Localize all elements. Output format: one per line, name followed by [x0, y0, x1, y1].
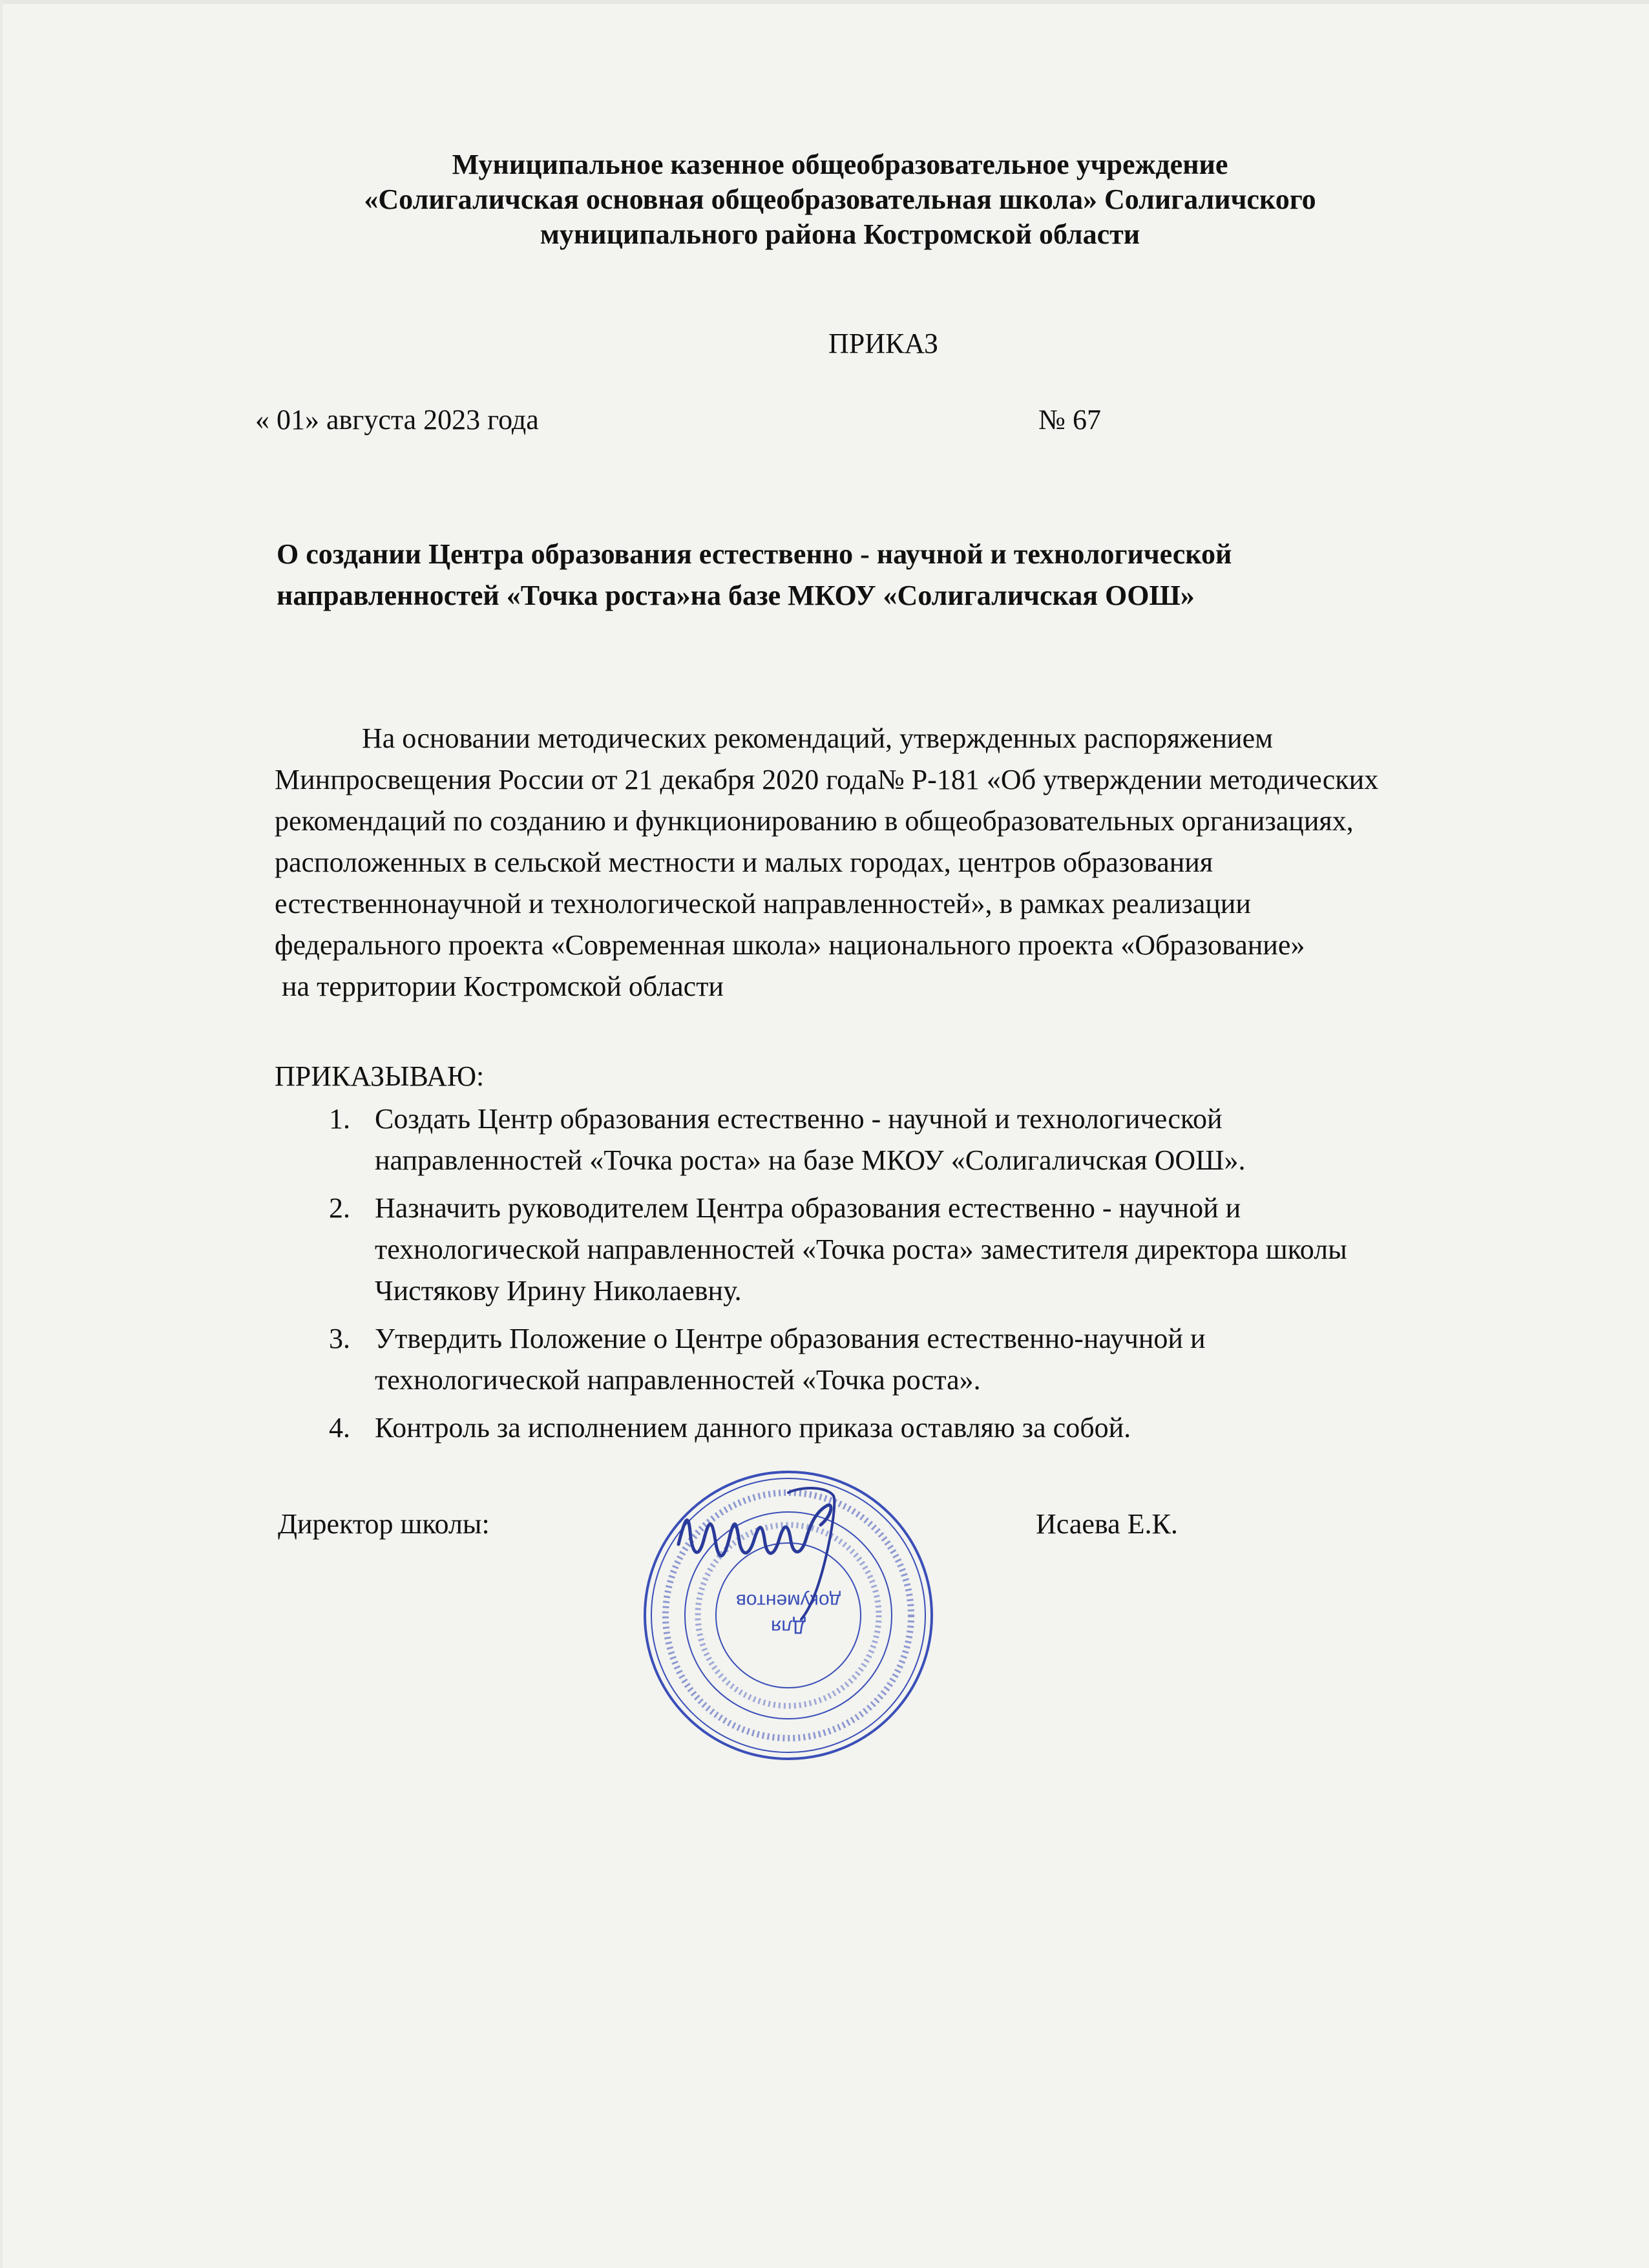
preamble-paragraph [275, 718, 1541, 1007]
list-item-number: 3. [329, 1323, 350, 1354]
order-title: ПРИКАЗ [828, 328, 939, 359]
list-item-line: Контроль за исполнением данного приказа оставляю за собой. [375, 1412, 1131, 1444]
preamble-line: Минпросвещения России от 21 декабря 2020 года№ Р-181 «Об утверждении методических [275, 764, 1379, 795]
stamp-center-text-2: документов [735, 1590, 841, 1612]
preamble-line: рекомендаций по созданию и функционированию в общеобразовательных организациях, [275, 805, 1354, 837]
header-line-1: Муниципальное казенное общеобразовательное учреждение [452, 149, 1228, 180]
list-item [275, 1188, 1541, 1312]
official-stamp [640, 1467, 937, 1764]
preamble-line: На основании методических рекомендаций, утвержденных распоряжением [362, 722, 1273, 754]
list-item [275, 1318, 1541, 1401]
list-item-line: направленностей «Точка роста» на базе МКОУ «Солигаличская ООШ». [375, 1144, 1246, 1176]
list-item [275, 1098, 1541, 1181]
institution-header [246, 147, 1434, 252]
list-item-line: Утвердить Положение о Центре образования естественно-научной и [375, 1323, 1206, 1354]
signatory-role: Директор школы: [278, 1508, 490, 1540]
list-item [275, 1407, 1541, 1449]
preamble-line: расположенных в сельской местности и малых городах, центров образования [275, 846, 1213, 878]
scan-edge-top [0, 0, 1649, 4]
order-date: « 01» августа 2023 года [255, 404, 539, 436]
signatory-name: Исаева Е.К. [1036, 1508, 1178, 1540]
list-item-line: Назначить руководителем Центра образования естественно - научной и [375, 1192, 1241, 1224]
stamp-outer-ring [645, 1472, 932, 1759]
subject-line-2: направленностей «Точка роста»на базе МКОУ «Солигаличская ООШ» [277, 580, 1195, 611]
list-item-line: технологической направленностей «Точка роста». [375, 1364, 981, 1396]
stamp-ring-2 [651, 1478, 925, 1752]
list-item-line: Создать Центр образования естественно - научной и технологической [375, 1103, 1223, 1135]
decree-label: ПРИКАЗЫВАЮ: [275, 1060, 485, 1092]
scan-edge-left [0, 0, 3, 2268]
list-item-line: Чистякову Ирину Николаевну. [375, 1275, 742, 1307]
list-item-line: технологической направленностей «Точка роста» заместителя директора школы [375, 1234, 1347, 1265]
list-item-number: 4. [329, 1412, 350, 1444]
subject-line-1: О создании Центра образования естественно - научной и технологической [277, 538, 1232, 570]
stamp-center-text-1: Для [770, 1616, 806, 1637]
preamble-line: федерального проекта «Современная школа» национального проекта «Образование» [275, 929, 1305, 961]
header-line-3: муниципального района Костромской области [540, 218, 1140, 250]
stamp-inner-ring [716, 1543, 861, 1688]
header-line-2: «Солигаличская основная общеобразовательная школа» Солигаличского [364, 184, 1316, 215]
preamble-line: естественнонаучной и технологической направленностей», в рамках реализации [275, 888, 1251, 919]
list-item-number: 2. [329, 1192, 350, 1224]
preamble-line: на территории Костромской области [275, 971, 724, 1002]
order-number: № 67 [1038, 404, 1101, 436]
order-subject [277, 534, 1440, 616]
decree-items-list [275, 1098, 1541, 1455]
handwritten-signature [678, 1505, 831, 1556]
list-item-number: 1. [329, 1103, 350, 1135]
